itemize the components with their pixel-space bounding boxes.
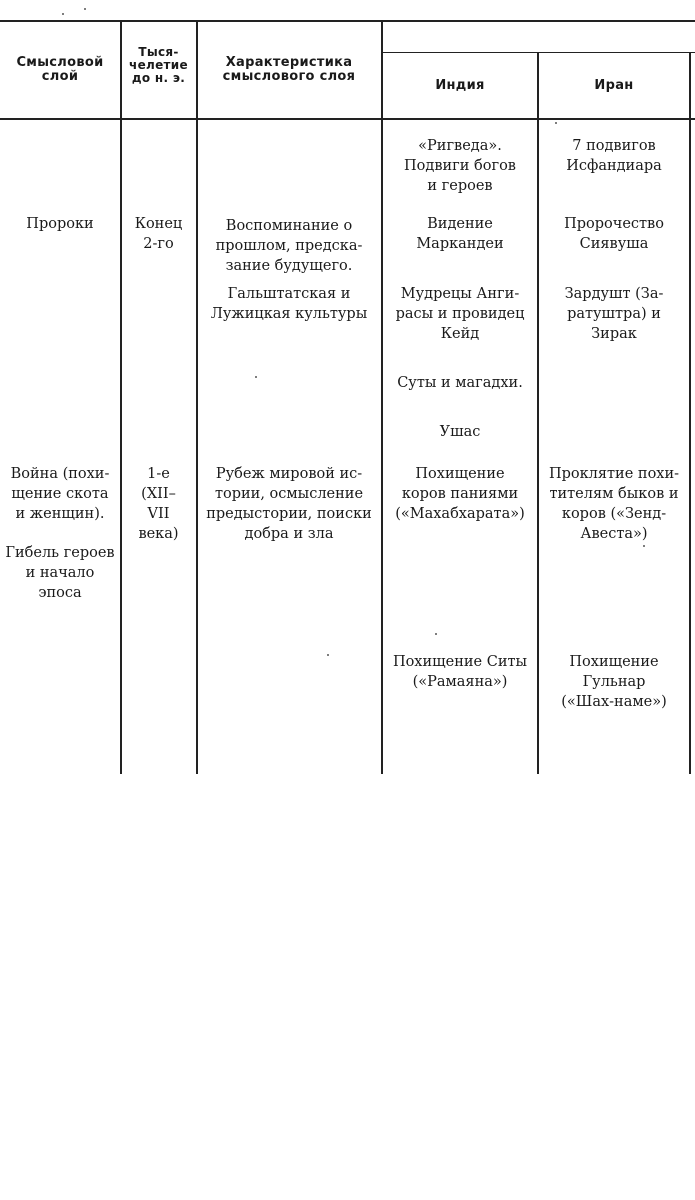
characteristic-memory: Воспоминание о прошлом, предска- зание будущего.: [215, 218, 363, 274]
header-characteristic: Характеристика смыслового слоя: [222, 55, 356, 84]
col-divider-2: [196, 22, 198, 774]
iran-curse: Проклятие похи- тителям быков и коров («Зенд- Авеста»): [548, 466, 680, 542]
india-markandeya: Видение Маркандеи: [416, 216, 504, 252]
speck: [435, 633, 437, 635]
layer-death: Гибель героев и начало эпоса: [5, 545, 115, 601]
layer-war: Война (похи- щение скота и женщин).: [10, 466, 110, 522]
characteristic-cultures: Гальштатская и Лужицкая культуры: [210, 286, 368, 322]
india-cows: Похищение коров паниями («Махабхарата»): [395, 466, 525, 522]
india-sages: Мудрецы Анги- расы и провидец Кейд: [395, 286, 525, 342]
iran-zardusht: Зардушт (За- ратуштра) и Зирак: [564, 286, 664, 342]
header-bottom-rule: [0, 118, 695, 120]
col-divider-1: [120, 22, 122, 774]
region-header-rule: [383, 52, 695, 53]
header-layer: Смысловой слой: [16, 55, 104, 84]
characteristic-turning: Рубеж мировой ис- тории, осмысление предыстории, поиски добра и зла: [206, 466, 372, 542]
col-divider-5: [689, 52, 691, 774]
india-rigveda: «Ригведа». Подвиги богов и героев: [404, 138, 516, 194]
india-ushas: Ушас: [439, 424, 481, 440]
layer-prophets: Пророки: [26, 216, 94, 232]
speck: [555, 122, 557, 124]
speck: [255, 376, 257, 378]
speck: [327, 654, 329, 656]
speck: [62, 13, 64, 15]
millennium-end2: Конец 2-го: [134, 216, 183, 252]
header-india: Индия: [435, 78, 485, 93]
india-sutas: Суты и магадхи.: [397, 375, 523, 391]
iran-gulnar: Похищение Гульнар («Шах-наме»): [561, 654, 667, 710]
india-sita: Похищение Ситы («Рамаяна»): [392, 654, 528, 690]
top-rule: [0, 20, 695, 22]
iran-siyavush: Пророчество Сиявуша: [564, 216, 664, 252]
header-millennium: Тыся- челетие до н. э.: [129, 45, 188, 85]
iran-isfandiyar: 7 подвигов Исфандиара: [566, 138, 662, 174]
millennium-first: 1-е (XII– VII века): [138, 466, 179, 542]
speck: [643, 545, 645, 547]
header-iran: Иран: [594, 78, 634, 93]
speck: [84, 8, 86, 10]
